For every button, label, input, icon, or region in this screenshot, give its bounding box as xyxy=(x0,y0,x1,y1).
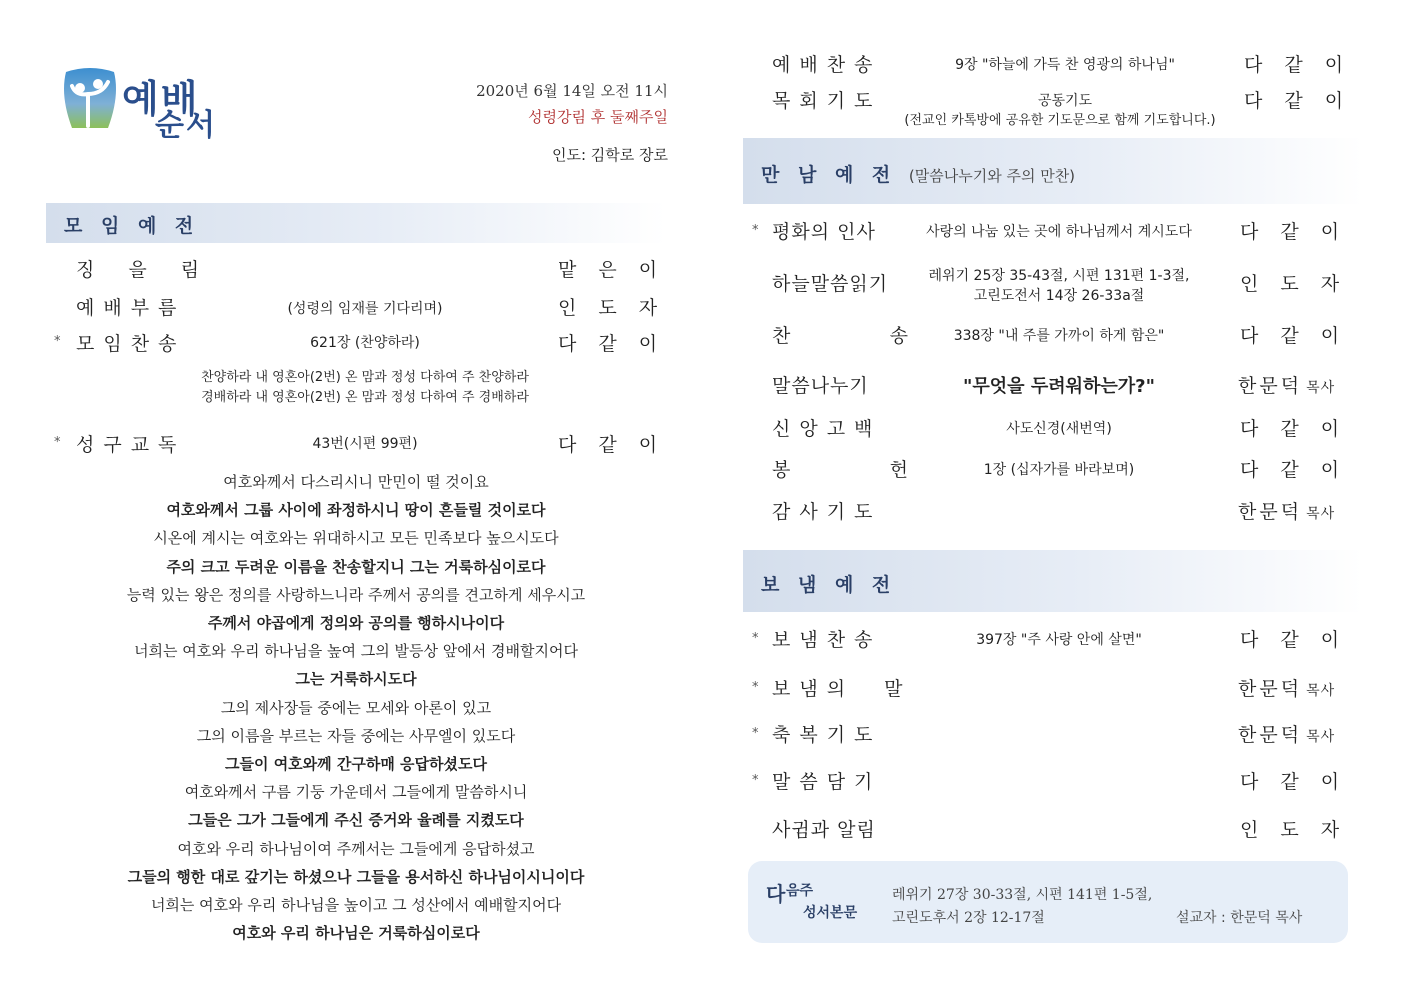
psalm-line: 그들의 행한 대로 갚기는 하셨으나 그들을 용서하신 하나님이시니이다 xyxy=(127,867,585,886)
order-label: 신앙고백 xyxy=(772,418,882,440)
section-title: 보 냄 예 전 xyxy=(761,574,897,596)
psalm-line: 시온에 계시는 여호와는 위대하시고 모든 민족보다 높으시도다 xyxy=(153,529,559,548)
order-responsible xyxy=(1238,720,1335,747)
section-gathering xyxy=(46,203,666,243)
section-sending xyxy=(743,550,1363,612)
next-week-scripture-line: 고린도후서 2장 12-17절 xyxy=(892,910,1045,926)
order-label: 예배찬송 xyxy=(772,54,882,76)
logo-emblem xyxy=(58,66,122,132)
order-label: 목회기도 xyxy=(772,90,882,112)
next-week-scripture-line: 레위기 27장 30-33절, 시편 141편 1-5절, xyxy=(892,887,1153,903)
psalm-line: 너희는 여호와 우리 하나님을 높이고 그 성산에서 예배할지어다 xyxy=(150,896,562,914)
prayer-note: (전교인 카톡방에 공유한 기도문으로 함께 기도합니다.) xyxy=(904,113,1216,128)
psalm-line: 그의 제사장들 중에는 모세와 아론이 있고 xyxy=(220,698,492,717)
order-detail: 1장 (십자가를 바라보며) xyxy=(983,462,1135,478)
order-label: 찬 송 xyxy=(772,325,917,347)
responsible-name: 한문덕 xyxy=(1238,678,1303,700)
responsible-name: 다같이 xyxy=(1240,459,1362,481)
order-responsible xyxy=(1240,625,1361,652)
responsible-name: 다같이 xyxy=(1240,418,1362,440)
order-responsible xyxy=(1238,497,1335,524)
order-label: 사귐과 알림 xyxy=(772,819,876,841)
responsible-name: 한문덕 xyxy=(1238,375,1303,397)
responsible-name: 다같이 xyxy=(1240,221,1362,243)
psalm-line: 능력 있는 왕은 정의를 사랑하느니라 주께서 공의를 견고하게 세우시고 xyxy=(126,585,586,604)
next-week-preacher: 설교자 : 한문덕 목사 xyxy=(1176,910,1303,926)
order-responsible: 인도자 xyxy=(558,297,680,319)
order-label: 축복기도 xyxy=(772,724,882,746)
standing-mark: * xyxy=(752,680,759,695)
logo-text-main: 예배 xyxy=(122,77,200,121)
order-detail: "무엇을 두려워하는가?" xyxy=(963,376,1155,397)
order-label: 보냄의 말 xyxy=(772,678,912,700)
psalm-line: 그들은 그가 그들에게 주신 증거와 율례를 지켰도다 xyxy=(188,811,524,830)
service-date: 2020년 6월 14일 오전 11시 xyxy=(476,82,668,100)
standing-mark: * xyxy=(54,334,61,349)
order-responsible xyxy=(1238,371,1335,398)
psalm-line: 여호와께서 구름 기둥 가운데서 그들에게 말씀하시니 xyxy=(184,783,528,802)
logo-text-sub: 순서 xyxy=(155,108,217,143)
order-detail: 621장 (찬양하라) xyxy=(310,335,420,351)
responsible-title: 목사 xyxy=(1306,729,1336,745)
standing-mark: * xyxy=(752,631,759,646)
order-label: 보냄찬송 xyxy=(772,629,882,651)
order-responsible: 맡은이 xyxy=(558,259,680,281)
section-meeting xyxy=(743,138,1363,204)
order-label: 말씀담기 xyxy=(772,771,882,793)
order-label: 말씀나누기 xyxy=(772,375,869,397)
responsible-name: 다같이 xyxy=(1240,629,1362,651)
order-detail: 397장 "주 사랑 안에 살면" xyxy=(976,632,1142,648)
psalm-line: 그는 거룩하시도다 xyxy=(295,670,417,689)
responsible-name: 한문덕 xyxy=(1238,724,1303,746)
responsible-title: 목사 xyxy=(1306,683,1336,699)
psalm-line: 여호와께서 다스리시니 만민이 떨 것이요 xyxy=(223,473,489,491)
order-label: 하늘말씀읽기 xyxy=(772,273,889,295)
next-week-label-small: 음주 xyxy=(786,883,814,899)
psalm-line: 너희는 여호와 우리 하나님을 높여 그의 발등상 앞에서 경배할지어다 xyxy=(134,642,578,661)
order-detail: 43번(시편 99편) xyxy=(312,436,418,452)
order-label: 모임찬송 xyxy=(76,333,186,355)
next-week-label-scripture: 성서본문 xyxy=(803,905,858,921)
section-subtitle: (말씀나누기와 주의 만찬) xyxy=(908,167,1076,185)
order-label: 예배부름 xyxy=(76,297,186,319)
section-title xyxy=(761,160,1075,187)
responsible-name: 다같이 xyxy=(1240,325,1362,347)
hymn-lyric-line: 찬양하라 내 영혼아(2번) 온 맘과 정성 다하여 주 찬양하라 xyxy=(201,370,529,385)
order-label: 징 을 림 xyxy=(76,259,214,281)
order-responsible xyxy=(1240,217,1361,244)
order-responsible xyxy=(1240,321,1361,348)
psalm-line: 그들이 여호와께 간구하매 응답하셨도다 xyxy=(225,755,487,773)
order-detail: 9장 "하늘에 가득 찬 영광의 하나님" xyxy=(955,57,1175,73)
order-responsible xyxy=(1240,815,1361,842)
responsible-name: 인도자 xyxy=(1240,819,1362,841)
psalm-line: 여호와 우리 하나님은 거룩하심이로다 xyxy=(232,924,480,943)
psalm-line: 주의 크고 두려운 이름을 찬송할지니 그는 거룩하심이로다 xyxy=(166,557,546,576)
responsible-title: 목사 xyxy=(1306,506,1336,522)
order-responsible xyxy=(1240,414,1361,441)
order-responsible xyxy=(1240,269,1361,296)
order-detail: 레위기 25장 35-43절, 시편 131편 1-3절, xyxy=(928,268,1190,284)
responsible-name: 한문덕 xyxy=(1238,501,1303,523)
order-detail-continued: 고린도전서 14장 26-33a절 xyxy=(973,288,1145,304)
next-week-label-big: 다 xyxy=(766,882,786,906)
responsible-name: 인도자 xyxy=(1240,273,1362,295)
responsible-name: 다같이 xyxy=(1240,771,1362,793)
psalm-line: 여호와께서 그룹 사이에 좌정하시니 땅이 흔들릴 것이로다 xyxy=(166,501,546,520)
section-title-text: 만 남 예 전 xyxy=(761,164,897,186)
order-responsible xyxy=(1240,767,1361,794)
order-detail: 공동기도 xyxy=(1037,93,1093,109)
order-label: 봉 헌 xyxy=(772,459,917,481)
psalm-line: 주께서 야곱에게 정의와 공의를 행하시나이다 xyxy=(207,614,505,632)
section-title: 모 임 예 전 xyxy=(64,215,200,237)
standing-mark: * xyxy=(752,726,759,741)
standing-mark: * xyxy=(752,223,759,238)
order-detail: 사랑의 나눔 있는 곳에 하나님께서 계시도다 xyxy=(926,224,1192,240)
order-responsible: 다같이 xyxy=(558,434,680,456)
order-responsible xyxy=(1238,674,1335,701)
order-detail: 사도신경(새번역) xyxy=(1006,421,1112,437)
standing-mark: * xyxy=(54,435,61,450)
order-responsible: 다같이 xyxy=(1244,54,1366,76)
psalm-line: 그의 이름을 부르는 자들 중에는 사무엘이 있도다 xyxy=(196,726,516,745)
order-responsible: 다같이 xyxy=(558,333,680,355)
order-responsible: 다같이 xyxy=(1244,90,1366,112)
psalm-line: 여호와 우리 하나님이여 주께서는 그들에게 응답하셨고 xyxy=(177,839,535,858)
standing-mark: * xyxy=(752,773,759,788)
order-label: 성구교독 xyxy=(76,434,186,456)
hymn-lyric-line: 경배하라 내 영혼아(2번) 온 맘과 정성 다하여 주 경배하라 xyxy=(201,390,529,405)
order-label: 평화의 인사 xyxy=(772,221,876,243)
order-responsible xyxy=(1240,455,1361,482)
responsible-title: 목사 xyxy=(1306,380,1336,396)
order-detail: (성령의 임재를 기다리며) xyxy=(287,301,443,317)
service-leader: 인도: 김학로 장로 xyxy=(551,146,668,164)
order-label: 감사기도 xyxy=(772,501,882,523)
liturgical-season: 성령강림 후 둘째주일 xyxy=(528,108,668,126)
order-detail: 338장 "내 주를 가까이 하게 함은" xyxy=(953,328,1165,344)
